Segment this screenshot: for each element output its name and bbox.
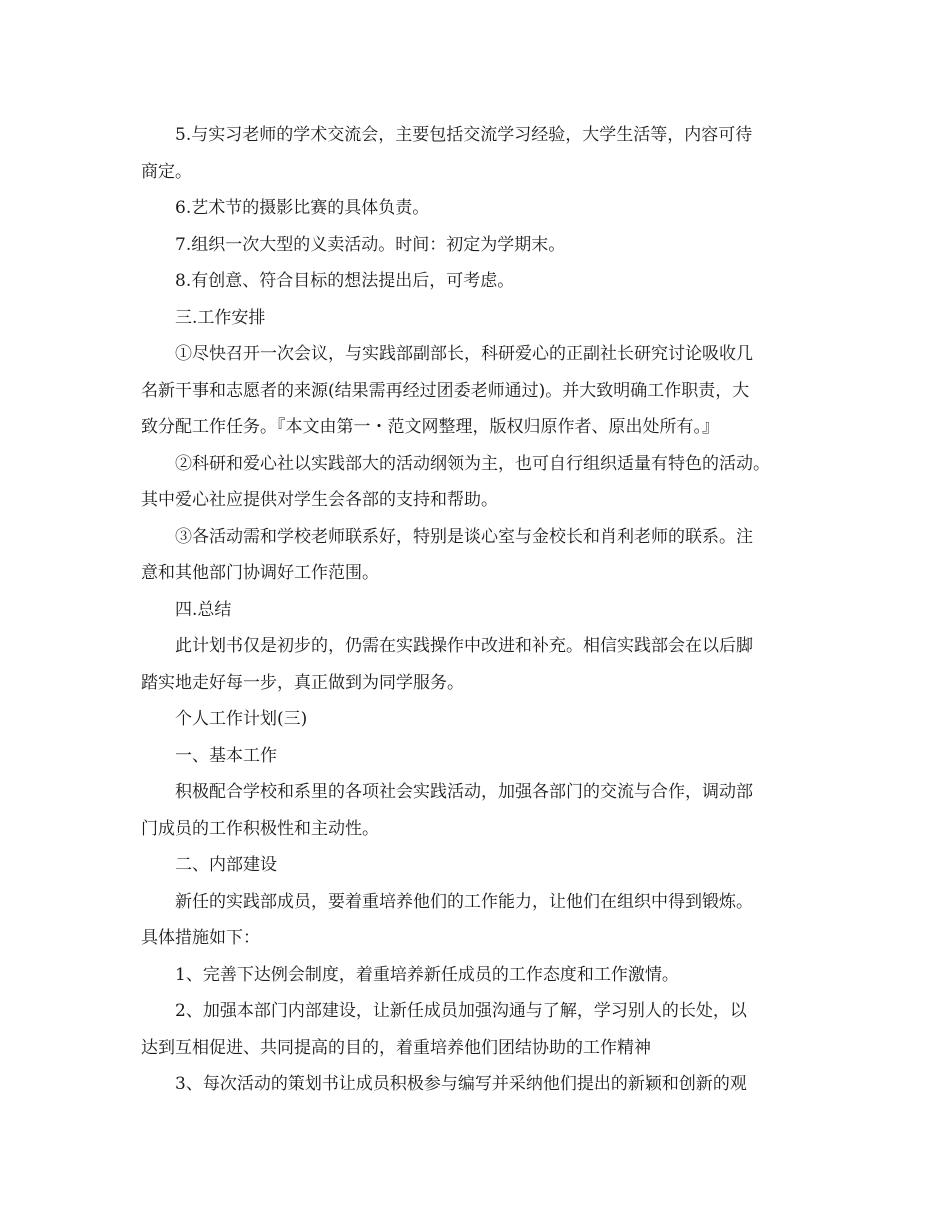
paragraph [141, 701, 817, 738]
paragraph [141, 1066, 817, 1103]
paragraph [141, 957, 817, 994]
paragraph [141, 446, 817, 519]
paragraph-line: 致分配工作任务。『本文由第一・范文网整理，版权归原作者、原出处所有。』 [141, 417, 719, 437]
paragraph [141, 628, 817, 701]
paragraph-line: ②科研和爱心社以实践部大的活动纲领为主，也可自行组织适量有特色的活动。 [175, 453, 770, 474]
paragraph-line: ①尽快召开一次会议，与实践部副部长，科研爱心的正副社长研究讨论吸收几 [175, 344, 753, 364]
paragraph [141, 884, 817, 957]
paragraph-line: 商定。 [141, 161, 192, 182]
paragraph [141, 117, 817, 190]
paragraph [141, 336, 817, 446]
paragraph-line: 达到互相促进、共同提高的目的，着重培养他们团结协助的工作精神 [141, 1037, 651, 1058]
paragraph-line: 名新干事和志愿者的来源(结果需再经过团委老师通过)。并大致明确工作职责，大 [141, 380, 750, 401]
paragraph-line: 2、加强本部门内部建设，让新任成员加强沟通与了解，学习别人的长处，以 [175, 1001, 747, 1021]
paragraph-line: 意和其他部门协调好工作范围。 [141, 563, 379, 583]
paragraph-line: 个人工作计划(三) [175, 709, 308, 729]
paragraph-line: 3、每次活动的策划书让成员积极参与编写并采纳他们提出的新颖和创新的观 [175, 1074, 747, 1094]
paragraph-line: 积极配合学校和系里的各项社会实践活动，加强各部门的交流与合作，调动部 [175, 782, 753, 802]
paragraph-line: 6.艺术节的摄影比赛的具体负责。 [175, 198, 430, 218]
paragraph-line: 1、完善下达例会制度，着重培养新任成员的工作态度和工作激情。 [175, 964, 679, 985]
paragraph-line: 新任的实践部成员，要着重培养他们的工作能力，让他们在组织中得到锻炼。 [175, 891, 753, 912]
paragraph [141, 190, 817, 227]
paragraph-line: 门成员的工作积极性和主动性。 [141, 818, 379, 839]
paragraph-line: ③各活动需和学校老师联系好，特别是谈心室与金校长和肖利老师的联系。注 [175, 526, 753, 547]
paragraph [141, 774, 817, 847]
paragraph [141, 227, 817, 264]
paragraph-line: 8.有创意、符合目标的想法提出后，可考虑。 [175, 271, 515, 291]
document-body [141, 117, 817, 1103]
paragraph-line: 三.工作安排 [175, 307, 266, 328]
paragraph-line: 四.总结 [175, 599, 232, 620]
paragraph [141, 738, 817, 775]
paragraph [141, 519, 817, 592]
paragraph-line: 一、基本工作 [175, 745, 277, 766]
paragraph [141, 993, 817, 1066]
paragraph-line: 具体措施如下： [141, 928, 260, 948]
paragraph-line: 其中爱心社应提供对学生会各部的支持和帮助。 [141, 490, 498, 510]
paragraph-line: 此计划书仅是初步的，仍需在实践操作中改进和补充。相信实践部会在以后脚 [175, 636, 753, 656]
paragraph-line: 7.组织一次大型的义卖活动。时间：初定为学期末。 [175, 234, 566, 255]
paragraph-line: 5.与实习老师的学术交流会，主要包括交流学习经验，大学生活等，内容可待 [175, 125, 753, 145]
paragraph-line: 二、内部建设 [175, 855, 277, 875]
paragraph [141, 263, 817, 300]
paragraph [141, 300, 817, 337]
paragraph [141, 847, 817, 884]
paragraph-line: 踏实地走好每一步，真正做到为同学服务。 [141, 672, 464, 693]
paragraph [141, 592, 817, 629]
